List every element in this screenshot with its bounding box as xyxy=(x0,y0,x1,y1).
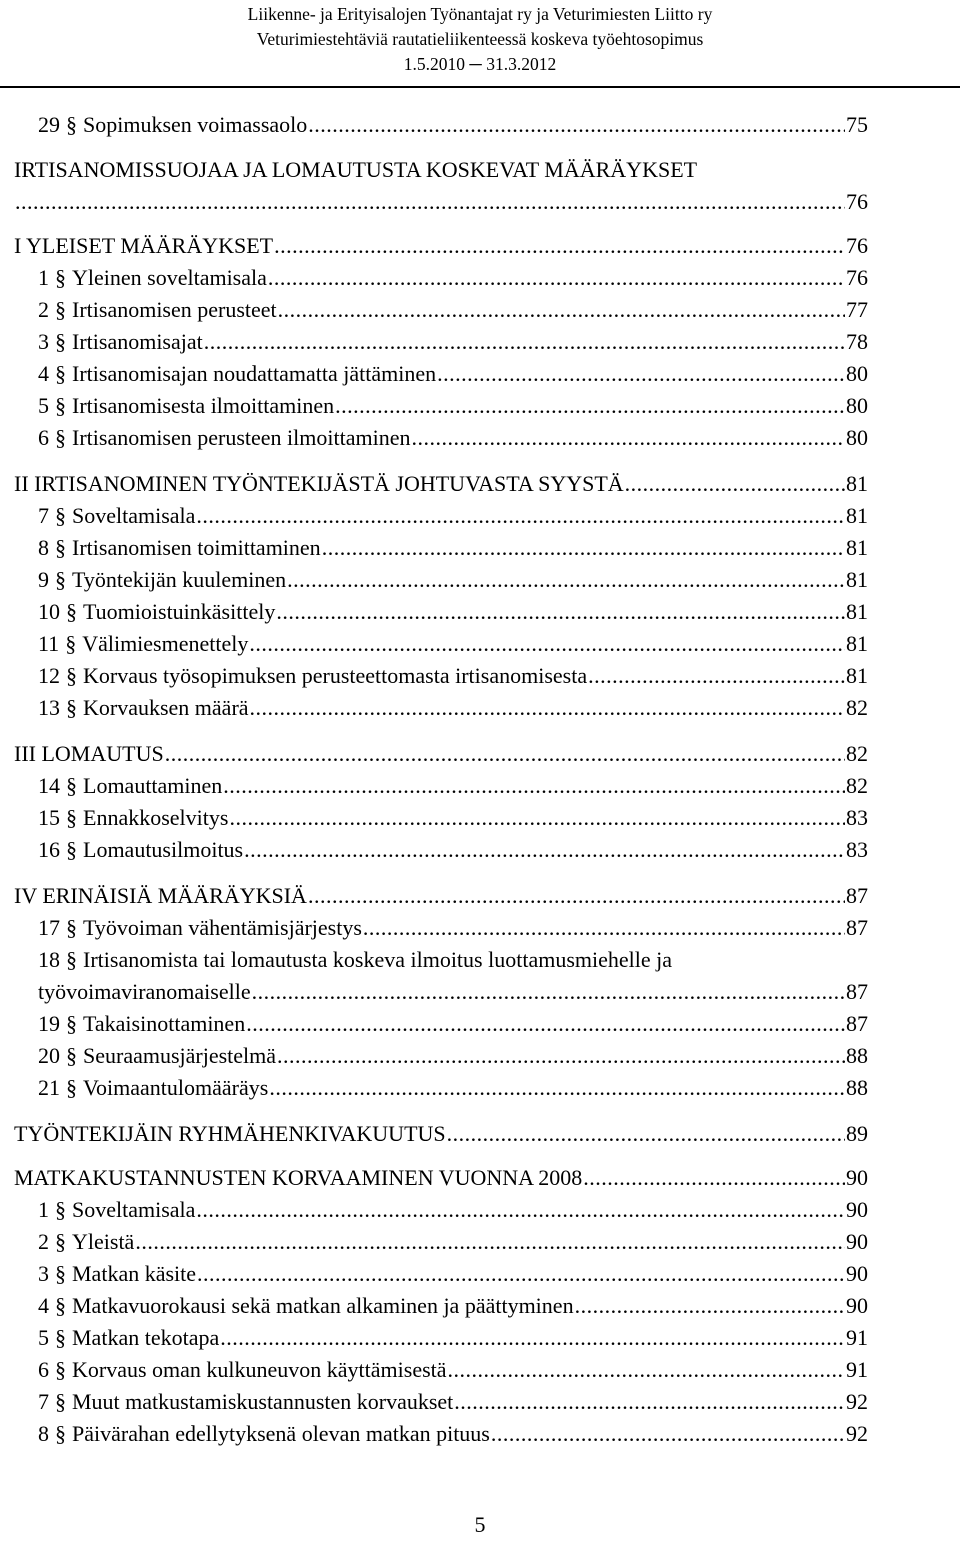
section-symbol: § xyxy=(55,503,66,528)
toc-entry-title: Irtisanomista tai lomautusta koskeva ilmoitus luottamusmiehelle ja xyxy=(83,947,673,972)
toc-entry xyxy=(14,230,868,262)
dot-leader xyxy=(448,1354,845,1386)
dot-leader xyxy=(246,1008,845,1040)
toc-page-number: 82 xyxy=(846,741,868,766)
toc-entry-label xyxy=(38,390,334,422)
dot-leader xyxy=(165,738,845,770)
toc-entry xyxy=(14,880,868,912)
dot-leader xyxy=(229,802,845,834)
section-number: 10 xyxy=(38,599,60,624)
section-number: 1 xyxy=(38,265,49,290)
dot-leader xyxy=(308,880,845,912)
toc-entry xyxy=(38,976,868,1008)
toc-entry-title: Soveltamisala xyxy=(72,503,196,528)
toc-entry xyxy=(38,109,868,141)
toc-entry-title: Muut matkustamiskustannusten korvaukset xyxy=(72,1389,454,1414)
toc-page-number: 77 xyxy=(846,297,868,322)
section-symbol: § xyxy=(65,631,77,656)
toc-entry-label xyxy=(38,1226,134,1258)
toc-page-number: 92 xyxy=(846,1389,868,1414)
dot-leader xyxy=(269,1072,845,1104)
toc-entry xyxy=(38,1322,868,1354)
toc-page-number: 83 xyxy=(846,805,868,830)
section-symbol: § xyxy=(66,599,77,624)
toc-entry xyxy=(38,1194,868,1226)
toc-entry-title: MATKAKUSTANNUSTEN KORVAAMINEN VUONNA 2008 xyxy=(14,1165,583,1190)
toc-entry-label xyxy=(38,596,275,628)
toc-entry xyxy=(14,468,868,500)
toc-entry-label xyxy=(38,834,243,866)
section-symbol: § xyxy=(66,1043,77,1068)
section-symbol: § xyxy=(55,1357,66,1382)
section-symbol: § xyxy=(55,1389,66,1414)
section-number: 3 xyxy=(38,1261,49,1286)
section-number: 2 xyxy=(38,1229,49,1254)
toc-page-number: 87 xyxy=(846,883,868,908)
toc-entry-title: Irtisanomisen toimittaminen xyxy=(72,535,321,560)
section-number: 4 xyxy=(38,1293,49,1318)
toc-entry-title: Yleinen soveltamisala xyxy=(72,265,267,290)
toc-entry-label xyxy=(38,358,436,390)
toc-page-number: 80 xyxy=(846,361,868,386)
section-symbol: § xyxy=(66,805,77,830)
toc-entry-label xyxy=(38,1322,219,1354)
toc-entry xyxy=(38,1290,868,1322)
section-number: 5 xyxy=(38,393,49,418)
section-number: 7 xyxy=(38,1389,49,1414)
toc-entry xyxy=(38,770,868,802)
section-number: 3 xyxy=(38,329,49,354)
toc-entry-label xyxy=(38,500,195,532)
toc-entry-title: Irtisanomisajat xyxy=(72,329,203,354)
toc-entry xyxy=(14,738,868,770)
toc-entry xyxy=(38,390,868,422)
toc-entry-label xyxy=(14,738,164,770)
section-number: 1 xyxy=(38,1197,49,1222)
section-symbol: § xyxy=(55,329,66,354)
toc-entry xyxy=(38,1386,868,1418)
dot-leader xyxy=(278,294,845,326)
dot-leader xyxy=(277,1040,845,1072)
toc-entry-label xyxy=(38,532,321,564)
dot-leader xyxy=(196,500,845,532)
toc-entry-title: Takaisinottaminen xyxy=(83,1011,246,1036)
dot-leader xyxy=(204,326,845,358)
toc-entry xyxy=(38,358,868,390)
toc-page-number: 82 xyxy=(846,695,868,720)
toc-entry xyxy=(38,422,868,454)
section-number: 6 xyxy=(38,1357,49,1382)
toc-entry xyxy=(38,802,868,834)
section-symbol: § xyxy=(55,297,66,322)
toc-page-number: 91 xyxy=(846,1325,868,1350)
section-number: 4 xyxy=(38,361,49,386)
dot-leader xyxy=(363,912,845,944)
section-symbol: § xyxy=(55,535,66,560)
toc-entry xyxy=(38,1354,868,1386)
dot-leader xyxy=(196,1194,845,1226)
toc-entry xyxy=(38,1040,868,1072)
section-symbol: § xyxy=(55,1293,66,1318)
toc-entry-title: Ennakkoselvitys xyxy=(83,805,229,830)
toc-page-number: 76 xyxy=(846,265,868,290)
toc-page-number: 92 xyxy=(846,1421,868,1446)
dot-leader xyxy=(625,468,845,500)
toc-page-number: 76 xyxy=(846,233,868,258)
toc-entry-label xyxy=(38,1008,245,1040)
section-symbol: § xyxy=(66,1075,77,1100)
toc-entry-label xyxy=(38,692,249,724)
section-number: 17 xyxy=(38,915,60,940)
section-symbol: § xyxy=(66,663,77,688)
toc-entry xyxy=(38,692,868,724)
toc-page-number: 91 xyxy=(846,1357,868,1382)
page-number: 5 xyxy=(474,1512,486,1537)
toc-entry-title: Matkan tekotapa xyxy=(72,1325,220,1350)
dot-leader xyxy=(252,976,845,1008)
toc-entry-label xyxy=(14,1162,582,1194)
section-symbol: § xyxy=(55,265,66,290)
section-symbol: § xyxy=(55,1229,66,1254)
dot-leader xyxy=(322,532,845,564)
section-number: 14 xyxy=(38,773,60,798)
section-number: 29 xyxy=(38,112,60,137)
toc-entry xyxy=(14,1118,868,1150)
toc-entry-label xyxy=(38,564,286,596)
toc-entry-label xyxy=(38,1418,490,1450)
toc-page-number: 81 xyxy=(846,471,868,496)
toc-entry-title: Lomautusilmoitus xyxy=(83,837,244,862)
toc-entry-label xyxy=(38,262,267,294)
toc-entry-title: Korvauksen määrä xyxy=(83,695,249,720)
toc-entry-label xyxy=(38,1194,195,1226)
toc-entry-label xyxy=(38,802,228,834)
section-symbol: § xyxy=(66,1011,77,1036)
section-symbol: § xyxy=(55,1197,66,1222)
toc-entry-title: Irtisanomisajan noudattamatta jättäminen xyxy=(72,361,437,386)
dot-leader xyxy=(437,358,845,390)
section-symbol: § xyxy=(55,1325,66,1350)
toc-entry-label xyxy=(14,880,307,912)
toc-entry xyxy=(38,1072,868,1104)
toc-entry-label xyxy=(38,1258,196,1290)
toc-page-number: 81 xyxy=(846,503,868,528)
toc-entry xyxy=(14,1162,868,1194)
toc-page-number: 89 xyxy=(846,1121,868,1146)
dot-leader xyxy=(268,262,845,294)
toc-page-number: 87 xyxy=(846,979,868,1004)
section-symbol: § xyxy=(66,695,77,720)
toc-entry-title-continued: työvoimaviranomaiselle xyxy=(38,979,251,1004)
toc-entry xyxy=(38,1418,868,1450)
toc-page-number: 90 xyxy=(846,1165,868,1190)
section-number: 19 xyxy=(38,1011,60,1036)
dot-leader xyxy=(276,596,845,628)
toc-entry-title: Yleistä xyxy=(72,1229,135,1254)
toc-entry-title: Matkavuorokausi sekä matkan alkaminen ja päättyminen xyxy=(72,1293,574,1318)
toc-entry-title: Korvaus oman kulkuneuvon käyttämisestä xyxy=(72,1357,447,1382)
section-number: 13 xyxy=(38,695,60,720)
toc-page-number: 90 xyxy=(846,1261,868,1286)
toc-entry xyxy=(38,500,868,532)
toc-entry-title: Työvoiman vähentämisjärjestys xyxy=(83,915,362,940)
toc-page-number: 80 xyxy=(846,393,868,418)
toc-entry-title: Soveltamisala xyxy=(72,1197,196,1222)
section-symbol: § xyxy=(55,567,66,592)
toc-entry-title: Sopimuksen voimassaolo xyxy=(83,112,308,137)
toc-entry-title: II IRTISANOMINEN TYÖNTEKIJÄSTÄ JOHTUVASTA SYYSTÄ xyxy=(14,471,624,496)
section-number: 7 xyxy=(38,503,49,528)
dot-leader xyxy=(223,770,845,802)
section-number: 21 xyxy=(38,1075,60,1100)
dot-leader xyxy=(308,109,845,141)
toc-entry-title: TYÖNTEKIJÄIN RYHMÄHENKIVAKUUTUS xyxy=(14,1121,446,1146)
toc-entry-label xyxy=(38,326,203,358)
toc-entry-title: Seuraamusjärjestelmä xyxy=(83,1043,277,1068)
toc-entry-title: I YLEISET MÄÄRÄYKSET xyxy=(14,233,274,258)
toc-entry-title: IV ERINÄISIÄ MÄÄRÄYKSIÄ xyxy=(14,883,307,908)
toc-entry-label xyxy=(38,1386,453,1418)
section-number: 8 xyxy=(38,1421,49,1446)
dot-leader xyxy=(583,1162,845,1194)
section-symbol: § xyxy=(55,425,66,450)
toc-entry-label xyxy=(38,1290,574,1322)
section-number: 11 xyxy=(38,631,60,656)
dot-leader xyxy=(220,1322,845,1354)
toc-entry xyxy=(38,628,868,660)
toc-entry xyxy=(38,1226,868,1258)
toc-page-number: 83 xyxy=(846,837,868,862)
section-number: 2 xyxy=(38,297,49,322)
toc-entry-title: Irtisanomisen perusteen ilmoittaminen xyxy=(72,425,411,450)
section-number: 8 xyxy=(38,535,49,560)
toc-page-number: 80 xyxy=(846,425,868,450)
dot-leader xyxy=(250,692,845,724)
section-symbol: § xyxy=(55,1421,66,1446)
section-symbol: § xyxy=(66,773,77,798)
toc-entry-title: Lomauttaminen xyxy=(83,773,223,798)
section-symbol: § xyxy=(66,947,77,972)
toc-page-number: 90 xyxy=(846,1229,868,1254)
toc-entry-label xyxy=(38,628,248,660)
dot-leader xyxy=(588,660,845,692)
header-agreement-title: Veturimiestehtäviä rautatieliikenteessä koskeva työehtosopimus xyxy=(256,29,704,49)
toc-entry-title: Voimaantulomääräys xyxy=(83,1075,269,1100)
header-validity-period: 1.5.2010 ─ 31.3.2012 xyxy=(403,54,557,74)
toc-entry-label xyxy=(38,660,587,692)
toc-entry xyxy=(38,1008,868,1040)
toc-entry-title: Päivärahan edellytyksenä olevan matkan pituus xyxy=(72,1421,490,1446)
toc-entry-label xyxy=(14,230,273,262)
toc-page-number: 90 xyxy=(846,1293,868,1318)
toc-entry xyxy=(38,660,868,692)
section-symbol: § xyxy=(55,1261,66,1286)
toc-entry xyxy=(38,262,868,294)
section-symbol: § xyxy=(55,361,66,386)
toc-page-number: 87 xyxy=(846,915,868,940)
toc-entry-title: Tuomioistuinkäsittely xyxy=(83,599,276,624)
toc-page-number: 81 xyxy=(846,599,868,624)
toc-entry-title: IRTISANOMISSUOJAA JA LOMAUTUSTA KOSKEVAT MÄÄRÄYKSET xyxy=(14,157,698,182)
toc-page-number: 88 xyxy=(846,1043,868,1068)
section-symbol: § xyxy=(66,837,77,862)
dot-leader xyxy=(447,1118,845,1150)
toc-entry xyxy=(38,294,868,326)
toc-page-number: 90 xyxy=(846,1197,868,1222)
toc-page-number: 81 xyxy=(846,535,868,560)
toc-page-number: 88 xyxy=(846,1075,868,1100)
dot-leader xyxy=(287,564,845,596)
section-number: 16 xyxy=(38,837,60,862)
toc-entry xyxy=(38,564,868,596)
toc-entry-title: Korvaus työsopimuksen perusteettomasta irtisanomisesta xyxy=(83,663,588,688)
section-number: 9 xyxy=(38,567,49,592)
section-symbol: § xyxy=(66,112,77,137)
toc-page-number: 75 xyxy=(846,112,868,137)
section-number: 12 xyxy=(38,663,60,688)
toc-entry-label xyxy=(14,1118,446,1150)
dot-leader xyxy=(411,422,845,454)
toc-entry-label xyxy=(38,1354,447,1386)
section-symbol: § xyxy=(66,915,77,940)
header-organizations: Liikenne- ja Erityisalojen Työnantajat ry ja Veturimiesten Liitto ry xyxy=(247,4,713,24)
toc-page-number: 82 xyxy=(846,773,868,798)
section-symbol: § xyxy=(55,393,66,418)
toc-entry-label xyxy=(38,770,222,802)
toc-entry xyxy=(38,1258,868,1290)
section-number: 5 xyxy=(38,1325,49,1350)
toc-entry-label xyxy=(38,1040,276,1072)
toc-entry-label xyxy=(38,109,307,141)
toc-page-number: 87 xyxy=(846,1011,868,1036)
dot-leader xyxy=(335,390,845,422)
dot-leader xyxy=(491,1418,845,1450)
toc-entry xyxy=(38,596,868,628)
dot-leader xyxy=(454,1386,845,1418)
toc-entry-first-line xyxy=(38,944,672,976)
toc-entry xyxy=(38,326,868,358)
dot-leader xyxy=(197,1258,845,1290)
toc-entry-title: Työntekijän kuuleminen xyxy=(72,567,287,592)
section-number: 15 xyxy=(38,805,60,830)
toc-entry-label xyxy=(14,468,624,500)
toc-entry xyxy=(14,186,868,218)
toc-entry-label xyxy=(38,422,410,454)
toc-entry-title: Irtisanomisen perusteet xyxy=(72,297,277,322)
toc-entry xyxy=(38,834,868,866)
section-number: 18 xyxy=(38,947,60,972)
dot-leader xyxy=(274,230,845,262)
toc-entry-label xyxy=(38,294,277,326)
toc-entry xyxy=(38,532,868,564)
dot-leader xyxy=(575,1290,845,1322)
dot-leader xyxy=(135,1226,845,1258)
dot-leader xyxy=(249,628,845,660)
toc-entry-title: Irtisanomisesta ilmoittaminen xyxy=(72,393,335,418)
toc-entry-title: III LOMAUTUS xyxy=(14,741,164,766)
toc-entry-label xyxy=(38,912,362,944)
toc-page-number: 81 xyxy=(846,567,868,592)
section-number: 20 xyxy=(38,1043,60,1068)
toc-page-number: 81 xyxy=(846,663,868,688)
toc-entry-label xyxy=(38,1072,268,1104)
toc-entry xyxy=(38,912,868,944)
toc-page-number: 81 xyxy=(846,631,868,656)
dot-leader xyxy=(15,186,845,218)
toc-page-number: 78 xyxy=(846,329,868,354)
toc-page-number: 76 xyxy=(846,189,868,214)
section-number: 6 xyxy=(38,425,49,450)
toc-entry-title: Matkan käsite xyxy=(72,1261,197,1286)
toc-entry-title: Välimiesmenettely xyxy=(82,631,249,656)
dot-leader xyxy=(244,834,845,866)
